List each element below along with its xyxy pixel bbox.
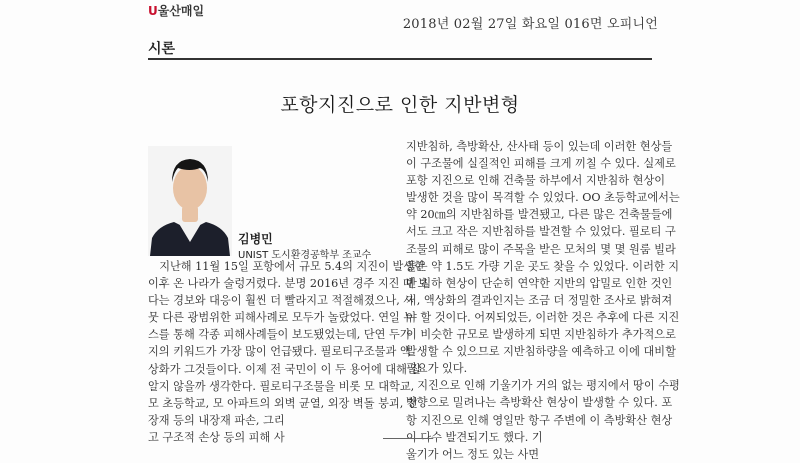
masthead-name: 울산매일 [157, 4, 205, 18]
author-affiliation: UNIST 도시환경공학부 조교수 [238, 250, 372, 261]
body-line: 지반침하, 측방확산, 산사태 등이 있는데 이러한 현상들 [406, 140, 673, 153]
section-label: 시론 [148, 41, 176, 57]
body-line: 상화가 그것들이다. 이제 전 국민이 이 두 용어에 대해 잘 [148, 362, 422, 376]
body-line: 이 다수 발견되기도 했다. 기 [406, 430, 543, 444]
newspaper-masthead [148, 2, 204, 19]
body-line: 모 초등학교, 모 아파트의 외벽 균열, 외장 벽돌 붕괴, 천 [148, 396, 418, 410]
body-line: 방향으로 밀려나는 측방확산 현상이 발생할 수 있다. 포 [406, 396, 673, 410]
body-line: 이 구조물에 실질적인 피해를 크게 끼칠 수 있다. 실제로 [406, 157, 676, 171]
body-line: 포항 지진으로 인해 건축물 하부에서 지반침하 현상이 [406, 174, 666, 188]
body-line: 고 구조적 손상 등의 피해 사 [148, 430, 285, 444]
headline: 포항지진으로 인한 지반변형 [280, 94, 520, 116]
body-line: 반 침하 현상이 단순히 연약한 지반의 압밀로 인한 것인 [406, 276, 673, 290]
body-line: 장재 등의 내장재 파손, 그리 [148, 413, 285, 427]
body-line: 이 비슷한 규모로 발생하게 되면 지반침하가 추가적으로 [406, 328, 676, 342]
body-line: 지의 키워드가 가장 많이 언급됐다. 필로티구조물과 액 [148, 345, 411, 359]
author-photo [148, 146, 232, 256]
body-line: 지난해 11월 15일 포항에서 규모 5.4의 지진이 발생한 [148, 260, 425, 273]
dateline: 2018년 02월 27일 화요일 016면 오피니언 [402, 17, 658, 32]
body-line: 다는 경보와 대응이 훨씬 더 빨라지고 적절해졌으나, 사 [148, 294, 415, 308]
author-name: 김병민 [238, 232, 273, 246]
body-line: 야 할 것이다. 어찌되었든, 이러한 것은 추후에 다른 지진 [406, 310, 680, 324]
column-divider-rule [383, 438, 433, 439]
body-line: 필요가 있다. [406, 362, 468, 376]
author-portrait [148, 146, 232, 256]
body-line: 스를 통해 각종 피해사례들이 보도됐었는데, 단연 두가 [148, 328, 411, 342]
body-line: 발생한 것을 많이 목격할 수 있었다. OO 초등학교에서는 [406, 191, 680, 205]
masthead-logo-mark: U [148, 4, 158, 18]
body-line: 서도 크고 작은 지반침하를 발견할 수 있었다. 필로티 구 [406, 225, 676, 239]
article-column-left [148, 258, 429, 446]
article-column-right [406, 138, 680, 463]
body-line: 항 지진으로 인해 영일만 항구 주변에 이 측방확산 현상 [406, 413, 673, 427]
body-line: 이후 온 나라가 술렁거렸다. 분명 2016년 경주 지진 때 보 [148, 277, 429, 291]
section-rule [148, 58, 652, 60]
body-line: 알지 않을까 생각한다. 필로티구조물을 비롯 모 대학교, [148, 379, 415, 393]
body-line: 지진으로 인해 기울기가 거의 없는 평지에서 땅이 수평 [406, 379, 680, 393]
body-line: 지, 액상화의 결과인지는 조금 더 정밀한 조사로 밝혀져 [406, 293, 673, 307]
body-line: 들은 약 1.5도 가량 기운 곳도 찾을 수 있었다. 이러한 지 [406, 259, 680, 273]
body-line: 약 20㎝의 지반침하를 발견됐고, 다른 많은 건축물들에 [406, 208, 673, 222]
body-line: 발생할 수 있으므로 지반침하량을 예측하고 이에 대비할 [406, 345, 676, 359]
body-line: 뭇 다른 광범위한 피해사례로 모두가 놀랐었다. 연일 뉴 [148, 311, 415, 325]
body-line: 울기가 어느 정도 있는 사면 [406, 447, 540, 461]
body-line: 조물의 피해로 많이 주목을 받은 모처의 몇 몇 원룸 빌라 [406, 242, 676, 256]
